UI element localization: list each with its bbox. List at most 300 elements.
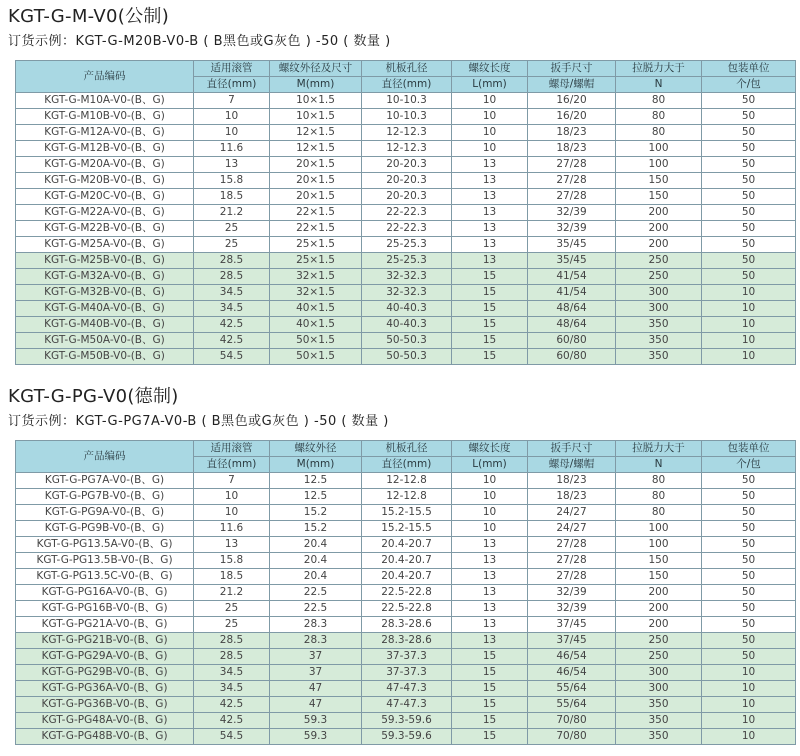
table-cell: 25 <box>194 221 270 237</box>
table-cell: 50 <box>702 141 796 157</box>
table-cell: 28.5 <box>194 253 270 269</box>
table-cell: 10 <box>702 349 796 365</box>
table-cell: 46/54 <box>528 665 616 681</box>
column-header: 扳手尺寸 <box>528 441 616 457</box>
table-cell: KGT-G-M20C-V0-(B、G) <box>16 189 194 205</box>
table-cell: 25-25.3 <box>362 253 452 269</box>
table-cell: 28.3-28.6 <box>362 617 452 633</box>
table-cell: 20.4-20.7 <box>362 569 452 585</box>
column-subheader: M(mm) <box>270 77 362 93</box>
table-cell: 15 <box>452 317 528 333</box>
table-cell: 15.2-15.5 <box>362 521 452 537</box>
table-cell: 350 <box>616 713 702 729</box>
table-cell: KGT-G-PG48A-V0-(B、G) <box>16 713 194 729</box>
table-cell: 37 <box>270 665 362 681</box>
table-cell: 50×1.5 <box>270 333 362 349</box>
table-cell: 20-20.3 <box>362 157 452 173</box>
table-cell: KGT-G-PG13.5A-V0-(B、G) <box>16 537 194 553</box>
table-row <box>16 681 796 697</box>
table-cell: KGT-G-M25B-V0-(B、G) <box>16 253 194 269</box>
table-cell: 27/28 <box>528 537 616 553</box>
column-header: 机板孔径 <box>362 61 452 77</box>
table-cell: 42.5 <box>194 697 270 713</box>
table-cell: 50 <box>702 125 796 141</box>
table-cell: 40-40.3 <box>362 301 452 317</box>
table-cell: 60/80 <box>528 333 616 349</box>
table-cell: 59.3-59.6 <box>362 713 452 729</box>
column-header: 螺纹外径及尺寸 <box>270 61 362 77</box>
table-cell: 100 <box>616 141 702 157</box>
table-cell: 250 <box>616 649 702 665</box>
table-cell: 50 <box>702 617 796 633</box>
table-cell: 200 <box>616 221 702 237</box>
table-cell: 10 <box>452 473 528 489</box>
table-cell: 13 <box>452 537 528 553</box>
table-row <box>16 473 796 489</box>
table-cell: 20.4-20.7 <box>362 553 452 569</box>
table-cell: 10 <box>452 521 528 537</box>
table-cell: 47 <box>270 681 362 697</box>
table-cell: 15 <box>452 333 528 349</box>
table-cell: KGT-G-PG48B-V0-(B、G) <box>16 729 194 745</box>
table-cell: 21.2 <box>194 205 270 221</box>
table-cell: 50 <box>702 537 796 553</box>
table-cell: 20×1.5 <box>270 157 362 173</box>
table-row <box>16 317 796 333</box>
table-row <box>16 237 796 253</box>
table-cell: 18/23 <box>528 141 616 157</box>
table-cell: 10 <box>702 285 796 301</box>
table-cell: 48/64 <box>528 301 616 317</box>
table-cell: 32/39 <box>528 221 616 237</box>
table-cell: 150 <box>616 569 702 585</box>
order-example: 订货示例：KGT-G-PG7A-V0-B ( B黑色或G灰色 ) -50 ( 数量 ) <box>8 414 389 429</box>
table-cell: 80 <box>616 473 702 489</box>
table-cell: 25 <box>194 237 270 253</box>
table-cell: 42.5 <box>194 333 270 349</box>
table-cell: 48/64 <box>528 317 616 333</box>
table-cell: 10 <box>702 697 796 713</box>
table-cell: 32/39 <box>528 601 616 617</box>
table-cell: 20.4 <box>270 553 362 569</box>
table-cell: 13 <box>452 221 528 237</box>
table-cell: 32-32.3 <box>362 269 452 285</box>
section-title: KGT-G-PG-V0(德制) <box>8 386 179 407</box>
table-cell: 37/45 <box>528 633 616 649</box>
table-cell: 28.5 <box>194 269 270 285</box>
table-cell: 40×1.5 <box>270 317 362 333</box>
table-cell: 22-22.3 <box>362 205 452 221</box>
table-cell: KGT-G-M20A-V0-(B、G) <box>16 157 194 173</box>
table-cell: 200 <box>616 237 702 253</box>
table-cell: 13 <box>452 553 528 569</box>
table-cell: 12-12.3 <box>362 141 452 157</box>
table-cell: 15 <box>452 665 528 681</box>
table-cell: 50-50.3 <box>362 333 452 349</box>
table-cell: 40×1.5 <box>270 301 362 317</box>
table-cell: 25 <box>194 617 270 633</box>
table-cell: 40-40.3 <box>362 317 452 333</box>
table-row <box>16 505 796 521</box>
table-cell: 18.5 <box>194 189 270 205</box>
table-cell: 18/23 <box>528 125 616 141</box>
table-cell: 50 <box>702 237 796 253</box>
table-cell: 200 <box>616 601 702 617</box>
table-cell: 22.5 <box>270 585 362 601</box>
table-cell: KGT-G-PG16B-V0-(B、G) <box>16 601 194 617</box>
table-row <box>16 109 796 125</box>
column-subheader: M(mm) <box>270 457 362 473</box>
table-cell: 50 <box>702 585 796 601</box>
table-cell: KGT-G-M32A-V0-(B、G) <box>16 269 194 285</box>
table-cell: 34.5 <box>194 681 270 697</box>
table-cell: 13 <box>452 585 528 601</box>
column-subheader: 直径(mm) <box>194 77 270 93</box>
table-cell: 47-47.3 <box>362 697 452 713</box>
table-cell: 54.5 <box>194 729 270 745</box>
table-cell: 200 <box>616 617 702 633</box>
table-cell: 15 <box>452 269 528 285</box>
table-cell: KGT-G-M10B-V0-(B、G) <box>16 109 194 125</box>
column-header: 螺纹外径 <box>270 441 362 457</box>
table-cell: KGT-G-M10A-V0-(B、G) <box>16 93 194 109</box>
table-cell: 300 <box>616 285 702 301</box>
table-cell: 13 <box>452 157 528 173</box>
table-cell: 50 <box>702 521 796 537</box>
table-cell: 15 <box>452 681 528 697</box>
table-cell: 24/27 <box>528 521 616 537</box>
table-cell: 28.3 <box>270 617 362 633</box>
table-cell: 37 <box>270 649 362 665</box>
table-cell: 15 <box>452 301 528 317</box>
table-cell: 12-12.3 <box>362 125 452 141</box>
table-cell: KGT-G-M22B-V0-(B、G) <box>16 221 194 237</box>
table-cell: 25×1.5 <box>270 237 362 253</box>
table-cell: 50 <box>702 505 796 521</box>
table-cell: 37-37.3 <box>362 665 452 681</box>
table-cell: KGT-G-PG9B-V0-(B、G) <box>16 521 194 537</box>
table-cell: 15.2 <box>270 521 362 537</box>
table-cell: 50 <box>702 601 796 617</box>
table-cell: 80 <box>616 93 702 109</box>
table-cell: 11.6 <box>194 521 270 537</box>
table-cell: 37/45 <box>528 617 616 633</box>
table-cell: 28.3 <box>270 633 362 649</box>
table-cell: 59.3 <box>270 713 362 729</box>
table-cell: KGT-G-PG36A-V0-(B、G) <box>16 681 194 697</box>
table-cell: 32×1.5 <box>270 285 362 301</box>
table-cell: 50 <box>702 649 796 665</box>
table-cell: 34.5 <box>194 285 270 301</box>
table-row <box>16 569 796 585</box>
table-cell: 100 <box>616 521 702 537</box>
table-cell: 15.8 <box>194 173 270 189</box>
table-cell: 20×1.5 <box>270 189 362 205</box>
table-cell: 27/28 <box>528 173 616 189</box>
table-cell: KGT-G-PG21B-V0-(B、G) <box>16 633 194 649</box>
column-subheader: L(mm) <box>452 77 528 93</box>
table-cell: 13 <box>194 537 270 553</box>
table-cell: 300 <box>616 681 702 697</box>
table-cell: 42.5 <box>194 317 270 333</box>
table-cell: 12×1.5 <box>270 141 362 157</box>
table-cell: 10 <box>702 333 796 349</box>
table-cell: 100 <box>616 537 702 553</box>
table-cell: 50 <box>702 473 796 489</box>
table-cell: 15 <box>452 649 528 665</box>
table-cell: 42.5 <box>194 713 270 729</box>
table-cell: 27/28 <box>528 189 616 205</box>
table-row <box>16 617 796 633</box>
table-cell: 27/28 <box>528 553 616 569</box>
table-row <box>16 553 796 569</box>
table-cell: 15.2 <box>270 505 362 521</box>
table-cell: KGT-G-PG13.5C-V0-(B、G) <box>16 569 194 585</box>
column-header: 产品编码 <box>16 441 194 473</box>
table-cell: 27/28 <box>528 157 616 173</box>
table-row <box>16 697 796 713</box>
table-cell: KGT-G-PG36B-V0-(B、G) <box>16 697 194 713</box>
table-row <box>16 173 796 189</box>
table-cell: 350 <box>616 729 702 745</box>
table-cell: 50 <box>702 173 796 189</box>
table-cell: 16/20 <box>528 109 616 125</box>
table-cell: 350 <box>616 317 702 333</box>
column-subheader: L(mm) <box>452 457 528 473</box>
table-cell: 18/23 <box>528 473 616 489</box>
table-cell: 47 <box>270 697 362 713</box>
section-title: KGT-G-M-V0(公制) <box>8 6 170 27</box>
table-cell: KGT-G-PG9A-V0-(B、G) <box>16 505 194 521</box>
table-cell: 350 <box>616 697 702 713</box>
order-example: 订货示例：KGT-G-M20B-V0-B ( B黑色或G灰色 ) -50 ( 数量 ) <box>8 34 391 49</box>
spec-table-metric <box>15 60 796 365</box>
table-cell: 10 <box>452 505 528 521</box>
column-header: 拉脱力大于 <box>616 441 702 457</box>
spec-table-pg <box>15 440 796 745</box>
table-cell: 22.5-22.8 <box>362 585 452 601</box>
table-cell: 7 <box>194 473 270 489</box>
table-cell: 12.5 <box>270 473 362 489</box>
table-cell: 10 <box>194 489 270 505</box>
table-cell: 34.5 <box>194 665 270 681</box>
table-cell: KGT-G-M40B-V0-(B、G) <box>16 317 194 333</box>
table-cell: 10 <box>452 109 528 125</box>
table-cell: 10 <box>702 317 796 333</box>
table-row <box>16 125 796 141</box>
table-row <box>16 521 796 537</box>
table-cell: 200 <box>616 585 702 601</box>
table-cell: 28.5 <box>194 633 270 649</box>
table-cell: 20-20.3 <box>362 189 452 205</box>
table-row <box>16 489 796 505</box>
table-cell: 250 <box>616 269 702 285</box>
table-cell: 55/64 <box>528 697 616 713</box>
table-cell: KGT-G-M12A-V0-(B、G) <box>16 125 194 141</box>
column-header: 包装单位 <box>702 441 796 457</box>
table-cell: 22-22.3 <box>362 221 452 237</box>
column-header: 螺纹长度 <box>452 61 528 77</box>
table-cell: 32/39 <box>528 585 616 601</box>
table-cell: 20.4-20.7 <box>362 537 452 553</box>
table-row <box>16 729 796 745</box>
table-cell: 10×1.5 <box>270 93 362 109</box>
table-cell: 15 <box>452 697 528 713</box>
table-cell: 350 <box>616 333 702 349</box>
table-cell: 13 <box>452 569 528 585</box>
table-cell: 70/80 <box>528 729 616 745</box>
table-cell: 10 <box>194 505 270 521</box>
table-cell: 32×1.5 <box>270 269 362 285</box>
table-cell: 50 <box>702 109 796 125</box>
table-cell: 50 <box>702 553 796 569</box>
table-cell: 18.5 <box>194 569 270 585</box>
table-row <box>16 157 796 173</box>
table-cell: 12-12.8 <box>362 489 452 505</box>
table-cell: 80 <box>616 109 702 125</box>
table-cell: 300 <box>616 301 702 317</box>
table-cell: 24/27 <box>528 505 616 521</box>
table-cell: 10 <box>452 489 528 505</box>
column-subheader: 直径(mm) <box>362 77 452 93</box>
table-cell: 10×1.5 <box>270 109 362 125</box>
table-cell: 50 <box>702 157 796 173</box>
table-cell: 10 <box>702 681 796 697</box>
table-cell: 25-25.3 <box>362 237 452 253</box>
table-cell: 28.5 <box>194 649 270 665</box>
table-cell: 50 <box>702 269 796 285</box>
table-cell: 59.3-59.6 <box>362 729 452 745</box>
column-subheader: N <box>616 77 702 93</box>
table-cell: 15.8 <box>194 553 270 569</box>
table-cell: 150 <box>616 173 702 189</box>
table-cell: 25×1.5 <box>270 253 362 269</box>
table-row <box>16 189 796 205</box>
table-cell: 22×1.5 <box>270 205 362 221</box>
table-cell: 21.2 <box>194 585 270 601</box>
table-cell: 250 <box>616 633 702 649</box>
table-cell: 13 <box>194 157 270 173</box>
table-cell: 12.5 <box>270 489 362 505</box>
table-cell: 80 <box>616 489 702 505</box>
table-cell: 10 <box>702 729 796 745</box>
table-row <box>16 93 796 109</box>
table-cell: 150 <box>616 189 702 205</box>
table-cell: 10 <box>452 141 528 157</box>
table-cell: 22.5-22.8 <box>362 601 452 617</box>
table-cell: 34.5 <box>194 301 270 317</box>
table-cell: 22×1.5 <box>270 221 362 237</box>
table-cell: 15 <box>452 349 528 365</box>
column-subheader: 螺母/螺帽 <box>528 457 616 473</box>
table-cell: KGT-G-M12B-V0-(B、G) <box>16 141 194 157</box>
column-header: 适用滚管 <box>194 441 270 457</box>
table-row <box>16 649 796 665</box>
table-row <box>16 221 796 237</box>
table-cell: KGT-G-M25A-V0-(B、G) <box>16 237 194 253</box>
table-cell: 50 <box>702 489 796 505</box>
table-cell: 300 <box>616 665 702 681</box>
column-subheader: 螺母/螺帽 <box>528 77 616 93</box>
table-row <box>16 205 796 221</box>
table-cell: 15 <box>452 285 528 301</box>
table-cell: 70/80 <box>528 713 616 729</box>
table-cell: KGT-G-M40A-V0-(B、G) <box>16 301 194 317</box>
table-cell: 13 <box>452 617 528 633</box>
table-cell: 80 <box>616 505 702 521</box>
table-cell: 12-12.8 <box>362 473 452 489</box>
table-cell: 50-50.3 <box>362 349 452 365</box>
column-header: 拉脱力大于 <box>616 61 702 77</box>
table-cell: 50 <box>702 221 796 237</box>
table-row <box>16 585 796 601</box>
table-row <box>16 349 796 365</box>
table-cell: 100 <box>616 157 702 173</box>
table-cell: 10 <box>452 93 528 109</box>
table-cell: KGT-G-M50B-V0-(B、G) <box>16 349 194 365</box>
table-cell: KGT-G-PG29A-V0-(B、G) <box>16 649 194 665</box>
table-row <box>16 537 796 553</box>
table-cell: KGT-G-PG16A-V0-(B、G) <box>16 585 194 601</box>
table-row <box>16 665 796 681</box>
table-cell: KGT-G-M22A-V0-(B、G) <box>16 205 194 221</box>
table-cell: 13 <box>452 253 528 269</box>
table-cell: 28.3-28.6 <box>362 633 452 649</box>
table-cell: 41/54 <box>528 269 616 285</box>
table-cell: KGT-G-M20B-V0-(B、G) <box>16 173 194 189</box>
table-cell: KGT-G-PG7B-V0-(B、G) <box>16 489 194 505</box>
column-header: 包装单位 <box>702 61 796 77</box>
table-cell: 13 <box>452 601 528 617</box>
table-cell: 25 <box>194 601 270 617</box>
table-cell: 50 <box>702 205 796 221</box>
column-subheader: N <box>616 457 702 473</box>
table-cell: 22.5 <box>270 601 362 617</box>
column-header: 适用滚管 <box>194 61 270 77</box>
table-cell: 15 <box>452 713 528 729</box>
table-cell: 16/20 <box>528 93 616 109</box>
table-cell: 10 <box>194 109 270 125</box>
table-cell: 47-47.3 <box>362 681 452 697</box>
table-cell: 59.3 <box>270 729 362 745</box>
table-cell: 11.6 <box>194 141 270 157</box>
column-header: 扳手尺寸 <box>528 61 616 77</box>
column-header: 机板孔径 <box>362 441 452 457</box>
table-cell: 80 <box>616 125 702 141</box>
header-row <box>16 61 796 77</box>
table-cell: 10 <box>452 125 528 141</box>
table-row <box>16 601 796 617</box>
table-cell: 20.4 <box>270 569 362 585</box>
table-cell: 54.5 <box>194 349 270 365</box>
table-cell: 10 <box>702 713 796 729</box>
table-cell: 10 <box>702 301 796 317</box>
column-subheader: 个/包 <box>702 457 796 473</box>
table-cell: 20-20.3 <box>362 173 452 189</box>
table-cell: 35/45 <box>528 237 616 253</box>
table-cell: 27/28 <box>528 569 616 585</box>
table-cell: 50 <box>702 253 796 269</box>
table-cell: 13 <box>452 205 528 221</box>
table-row <box>16 253 796 269</box>
table-cell: 13 <box>452 173 528 189</box>
table-row <box>16 141 796 157</box>
table-cell: 41/54 <box>528 285 616 301</box>
table-row <box>16 269 796 285</box>
table-cell: 10 <box>194 125 270 141</box>
table-cell: 13 <box>452 237 528 253</box>
table-cell: 7 <box>194 93 270 109</box>
